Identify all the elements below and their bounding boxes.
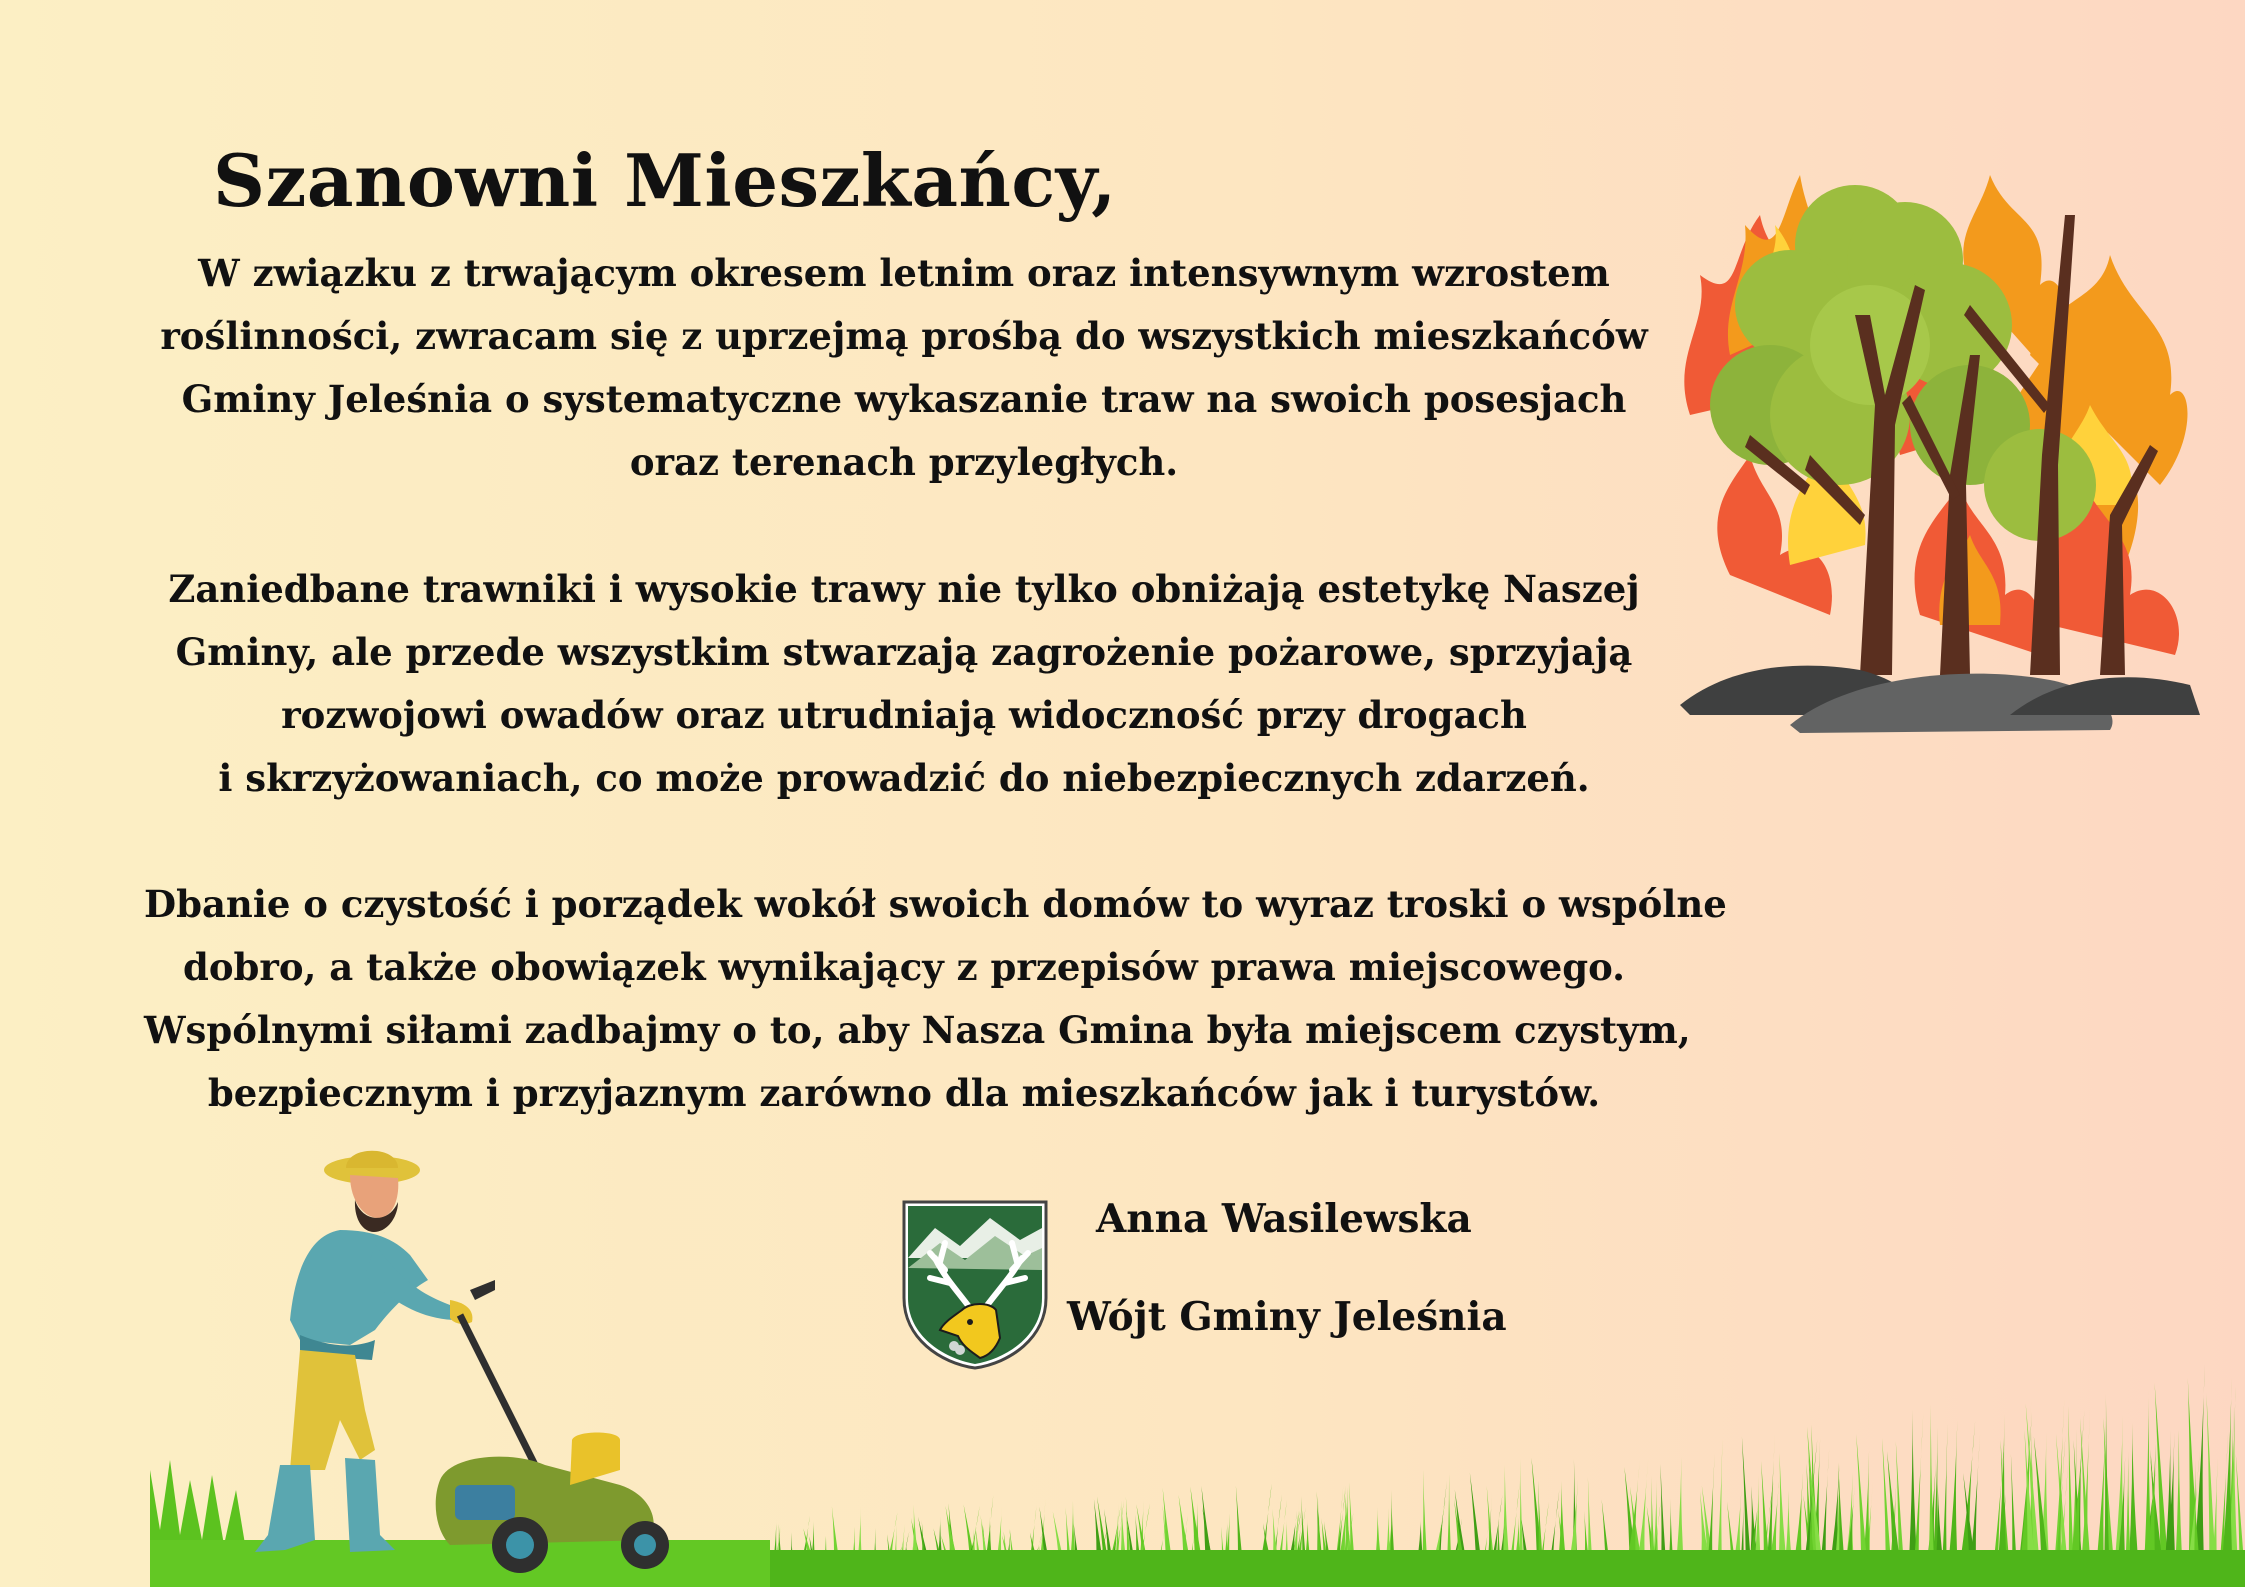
paragraph-line: oraz terenach przyległych. bbox=[629, 440, 1179, 484]
letter-heading: Szanowni Mieszkańcy, bbox=[213, 138, 1117, 223]
grass-border-illustration bbox=[770, 1320, 2245, 1587]
paragraph-line: Gminy Jeleśnia o systematyczne wykaszanie traw na swoich posesjach bbox=[181, 377, 1627, 421]
signature-name: Anna Wasilewska bbox=[1096, 1196, 1472, 1242]
paragraph-line: Wspólnymi siłami zadbajmy o to, aby Nasza Gmina była miejscem czystym, bbox=[144, 1008, 1691, 1052]
paragraph-1 bbox=[144, 242, 1664, 494]
signature-role: Wójt Gminy Jeleśnia bbox=[1067, 1294, 1507, 1340]
paragraph-line: dobro, a także obowiązek wynikający z przepisów prawa miejscowego. bbox=[182, 945, 1626, 989]
burning-forest-illustration bbox=[1670, 155, 2210, 735]
paragraph-2 bbox=[144, 558, 1664, 810]
paragraph-line: Zaniedbane trawniki i wysokie trawy nie tylko obniżają estetykę Naszej bbox=[168, 567, 1640, 611]
paragraph-line: roślinności, zwracam się z uprzejmą prośbą do wszystkich mieszkańców bbox=[160, 314, 1648, 358]
paragraph-line: Dbanie o czystość i porządek wokół swoich domów to wyraz troski o wspólne bbox=[144, 882, 1727, 926]
paragraph-line: W związku z trwającym okresem letnim oraz intensywnym wzrostem bbox=[198, 251, 1610, 295]
man-mowing-lawn-illustration bbox=[150, 1140, 770, 1587]
paragraph-line: rozwojowi owadów oraz utrudniają widoczność przy drogach bbox=[281, 693, 1527, 737]
paragraph-line: Gminy, ale przede wszystkim stwarzają zagrożenie pożarowe, sprzyjają bbox=[175, 630, 1633, 674]
paragraph-line: bezpiecznym i przyjaznym zarówno dla mieszkańców jak i turystów. bbox=[207, 1071, 1601, 1115]
paragraph-line: i skrzyżowaniach, co może prowadzić do niebezpiecznych zdarzeń. bbox=[218, 756, 1590, 800]
paragraph-3 bbox=[144, 873, 1727, 1125]
